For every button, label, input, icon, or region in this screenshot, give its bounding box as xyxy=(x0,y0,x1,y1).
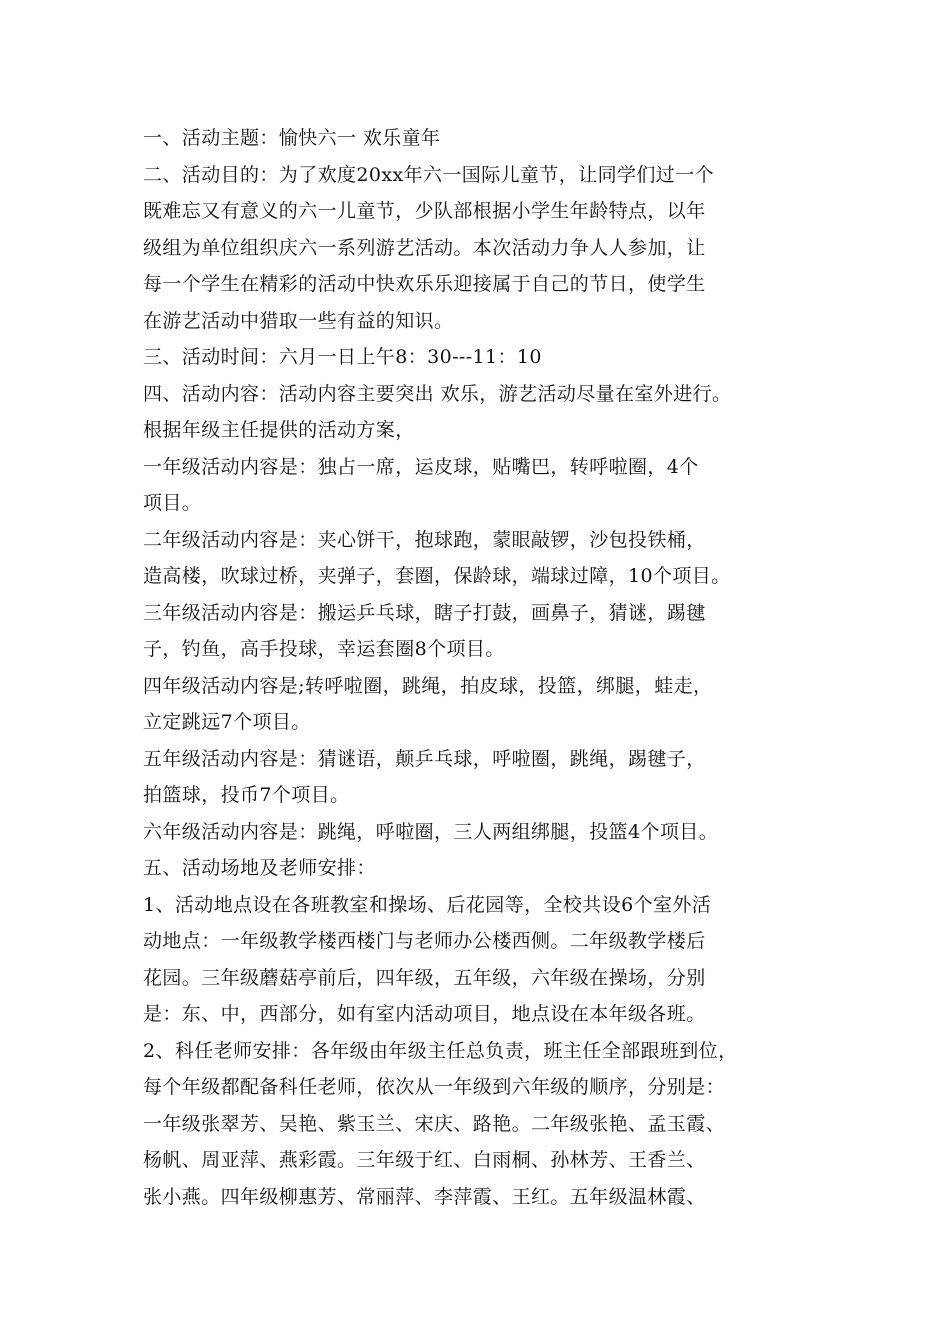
text-line: 根据年级主任提供的活动方案， xyxy=(143,419,415,441)
text-line: 在游艺活动中猎取一些有益的知识。 xyxy=(143,309,454,332)
text-line: 一年级张翠芳、吴艳、紫玉兰、宋庆、路艳。二年级张艳、孟玉霞、 xyxy=(143,1112,726,1135)
text-line: 花园。三年级蘑菇亭前后，四年级，五年级，六年级在操场，分别 xyxy=(143,966,706,989)
text-line: 四、活动内容：活动内容主要突出 欢乐，游艺活动尽量在室外进行。 xyxy=(143,382,732,405)
text-line: 一年级活动内容是：独占一席，运皮球，贴嘴巴，转呼啦圈，4个 xyxy=(143,455,699,478)
text-line: 1、活动地点设在各班教室和操场、后花园等，全校共设6个室外活 xyxy=(143,893,712,916)
text-line: 每个年级都配备科任老师，依次从一年级到六年级的顺序，分别是： xyxy=(143,1076,726,1098)
text-line: 既难忘又有意义的六一儿童节，少队部根据小学生年龄特点，以年 xyxy=(143,200,706,222)
text-line: 拍篮球，投币7个项目。 xyxy=(143,784,350,806)
text-line: 立定跳远7个项目。 xyxy=(143,711,311,733)
text-line: 二、活动目的：为了欢度20xx年六一国际儿童节，让同学们过一个 xyxy=(143,163,715,186)
text-line: 每一个学生在精彩的活动中快欢乐乐迎接属于自己的节日，使学生 xyxy=(143,273,706,295)
text-line: 三年级活动内容是：搬运乒乓球，瞎子打鼓，画鼻子，猜谜，踢毽 xyxy=(143,601,706,624)
text-line: 一、活动主题：愉快六一 欢乐童年 xyxy=(143,127,441,149)
text-line: 动地点：一年级教学楼西楼门与老师办公楼西侧。二年级教学楼后 xyxy=(143,930,706,952)
text-line: 造高楼，吹球过桥，夹弹子，套圈，保龄球，端球过障，10个项目。 xyxy=(143,565,731,587)
text-line: 五、活动场地及老师安排： xyxy=(143,857,376,879)
text-line: 张小燕。四年级柳惠芳、常丽萍、李萍霞、王红。五年级温林霞、 xyxy=(143,1185,706,1208)
text-line: 五年级活动内容是：猜谜语，颠乒乓球，呼啦圈，跳绳，踢毽子， xyxy=(143,747,706,770)
text-line: 2、科任老师安排：各年级由年级主任总负责，班主任全部跟班到位， xyxy=(143,1039,738,1062)
text-line: 项目。 xyxy=(143,492,202,514)
text-line: 是：东、中，西部分，如有室内活动项目，地点设在本年级各班。 xyxy=(143,1003,706,1025)
text-line: 子，钓鱼，高手投球，幸运套圈8个项目。 xyxy=(143,638,505,660)
document-body xyxy=(143,120,828,1215)
text-line: 级组为单位组织庆六一系列游艺活动。本次活动力争人人参加，让 xyxy=(143,236,706,259)
text-line: 六年级活动内容是：跳绳，呼啦圈，三人两组绑腿，投篮4个项目。 xyxy=(143,820,719,843)
text-line: 三、活动时间：六月一日上午8：30---11：10 xyxy=(143,346,542,368)
text-line: 二年级活动内容是：夹心饼干，抱球跑，蒙眼敲锣，沙包投铁桶， xyxy=(143,528,706,551)
text-line: 杨帆、周亚萍、燕彩霞。三年级于红、白雨桐、孙林芳、王香兰、 xyxy=(143,1149,706,1171)
text-line: 四年级活动内容是;转呼啦圈，跳绳，拍皮球，投篮，绑腿，蛙走， xyxy=(143,674,713,697)
